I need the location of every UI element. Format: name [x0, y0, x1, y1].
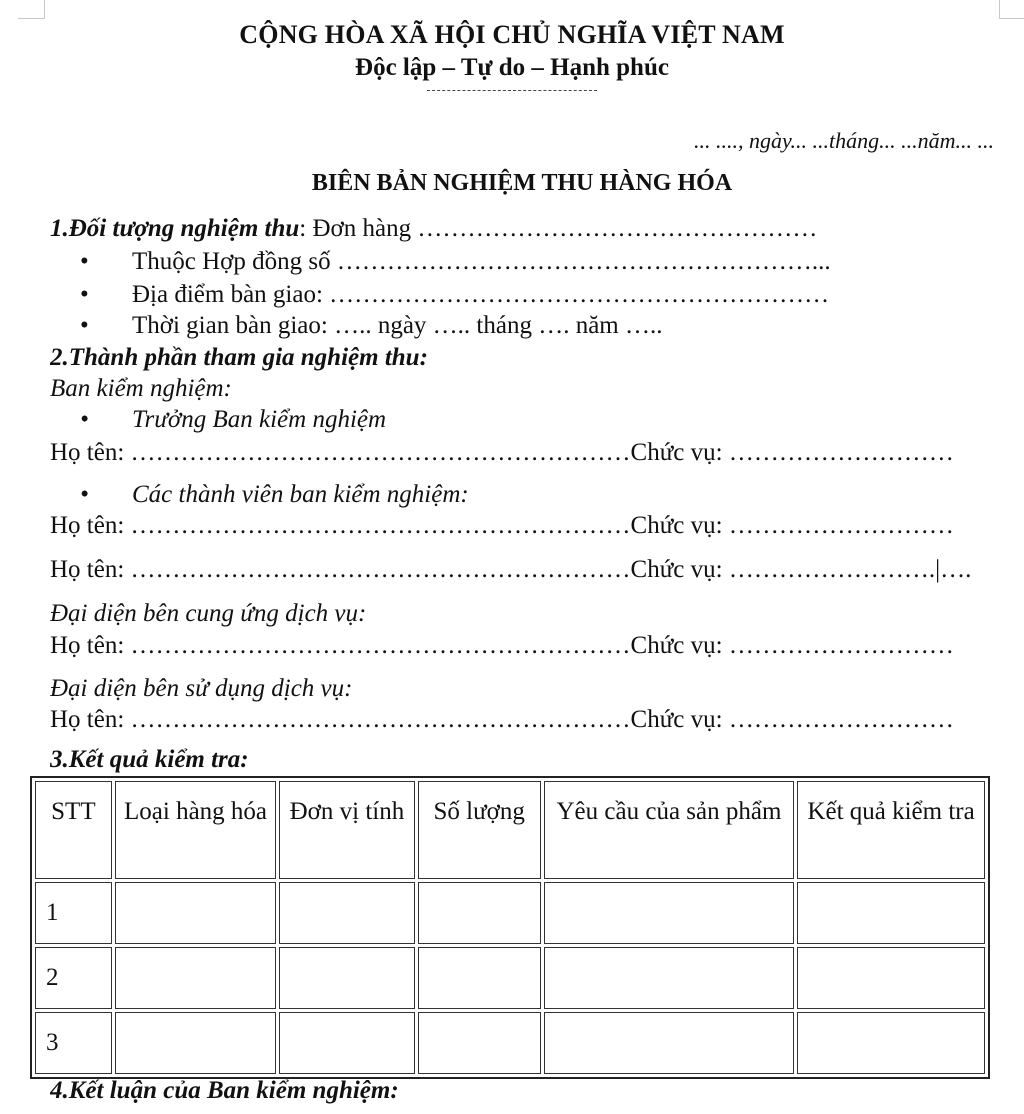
section-1-heading: 1.Đối tượng nghiệm thu	[50, 215, 300, 242]
board-head-line	[50, 405, 990, 435]
name-field[interactable]: ……………………………………………………	[130, 706, 631, 733]
section-4-line	[50, 1076, 990, 1106]
motto: Độc lập – Tự do – Hạnh phúc	[355, 54, 669, 81]
table-cell[interactable]	[418, 947, 541, 1009]
section-4-heading: 4.Kết luận của Ban kiểm nghiệm:	[50, 1077, 399, 1104]
bullet-icon: •	[80, 406, 89, 433]
contract-label: Thuộc Hợp đồng số	[132, 248, 337, 275]
section-2-heading: 2.Thành phần tham gia nghiệm thu:	[50, 344, 428, 371]
signatory-row	[50, 631, 990, 661]
table-row	[35, 882, 985, 944]
table-row	[35, 1012, 985, 1074]
table-cell[interactable]	[115, 882, 277, 944]
table-cell[interactable]	[418, 882, 541, 944]
section-3-line	[50, 745, 990, 775]
contract-field[interactable]: …………………………………………………...	[336, 248, 831, 275]
table-cell[interactable]	[797, 882, 985, 944]
name-label: Họ tên:	[50, 706, 131, 733]
position-field[interactable]: ………………………	[728, 512, 954, 539]
position-label: Chức vụ:	[630, 632, 729, 659]
table-cell[interactable]	[797, 947, 985, 1009]
section-1-line	[50, 214, 990, 244]
table-cell[interactable]	[279, 882, 414, 944]
section-2-line	[50, 343, 990, 373]
bullet-icon: •	[80, 312, 89, 339]
page-corner-mark-right	[999, 0, 1024, 19]
date-line: ... ...., ngày... ...tháng... ...năm... ...	[693, 128, 994, 153]
column-header-requirements: Yêu cầu của sản phẩm	[544, 781, 794, 879]
row-number: 3	[35, 1012, 112, 1074]
board-head-label: Trưởng Ban kiểm nghiệm	[132, 406, 387, 433]
position-label: Chức vụ:	[630, 556, 729, 583]
bullet-icon: •	[80, 481, 89, 508]
location-field[interactable]: ……………………………………………………	[329, 281, 830, 308]
column-header-goods-type: Loại hàng hóa	[115, 781, 277, 879]
section-3-heading: 3.Kết quả kiểm tra:	[50, 746, 249, 773]
page-corner-mark-left	[18, 0, 45, 19]
column-header-unit: Đơn vị tính	[279, 781, 414, 879]
name-label: Họ tên:	[50, 556, 131, 583]
row-number: 1	[35, 882, 112, 944]
position-field[interactable]: ………………………	[728, 439, 954, 466]
order-field[interactable]: …………………………………………	[417, 215, 818, 242]
table-header-row	[35, 781, 985, 879]
table-cell[interactable]	[115, 947, 277, 1009]
table-cell[interactable]	[544, 1012, 794, 1074]
signatory-row	[50, 438, 990, 468]
board-label: Ban kiểm nghiệm:	[50, 375, 232, 402]
handover-time-line	[50, 311, 990, 341]
nation-title: CỘNG HÒA XÃ HỘI CHỦ NGHĨA VIỆT NAM	[239, 20, 785, 49]
table-cell[interactable]	[544, 947, 794, 1009]
column-header-result: Kết quả kiểm tra	[797, 781, 985, 879]
column-header-stt: STT	[35, 781, 112, 879]
name-field[interactable]: ……………………………………………………	[130, 439, 631, 466]
position-label: Chức vụ:	[630, 439, 729, 466]
table-row	[35, 947, 985, 1009]
position-label: Chức vụ:	[630, 512, 729, 539]
supplier-label: Đại diện bên cung ứng dịch vụ:	[50, 600, 367, 627]
position-label: Chức vụ:	[630, 706, 729, 733]
user-label: Đại diện bên sử dụng dịch vụ:	[50, 675, 353, 702]
order-label: : Đơn hàng	[299, 215, 418, 242]
location-label: Địa điểm bàn giao:	[132, 281, 330, 308]
signatory-row	[50, 705, 990, 735]
results-table	[30, 776, 990, 1079]
signatory-row	[50, 511, 990, 541]
name-label: Họ tên:	[50, 439, 131, 466]
table-cell[interactable]	[544, 882, 794, 944]
column-header-quantity: Số lượng	[418, 781, 541, 879]
document-title: BIÊN BẢN NGHIỆM THU HÀNG HÓA	[311, 170, 733, 196]
bullet-icon: •	[80, 248, 89, 275]
table-cell[interactable]	[797, 1012, 985, 1074]
members-label: Các thành viên ban kiểm nghiệm:	[132, 481, 469, 508]
position-field[interactable]: ………………………	[728, 632, 954, 659]
signatory-row	[50, 555, 990, 585]
name-label: Họ tên:	[50, 632, 131, 659]
name-field[interactable]: ……………………………………………………	[130, 556, 631, 583]
handover-time-label[interactable]: Thời gian bàn giao: ….. ngày ….. tháng …. năm …..	[132, 312, 663, 339]
table-cell[interactable]	[279, 1012, 414, 1074]
bullet-icon: •	[80, 281, 89, 308]
name-field[interactable]: ……………………………………………………	[130, 632, 631, 659]
contract-line	[50, 247, 990, 277]
document-header	[0, 18, 1024, 91]
location-line	[50, 280, 990, 310]
members-line	[50, 480, 990, 510]
table-cell[interactable]	[418, 1012, 541, 1074]
row-number: 2	[35, 947, 112, 1009]
table-cell[interactable]	[115, 1012, 277, 1074]
name-field[interactable]: ……………………………………………………	[130, 512, 631, 539]
position-field-with-cursor[interactable]: …………………….|….	[728, 556, 972, 583]
table-cell[interactable]	[279, 947, 414, 1009]
position-field[interactable]: ………………………	[728, 706, 954, 733]
name-label: Họ tên:	[50, 512, 131, 539]
header-divider	[427, 90, 597, 91]
